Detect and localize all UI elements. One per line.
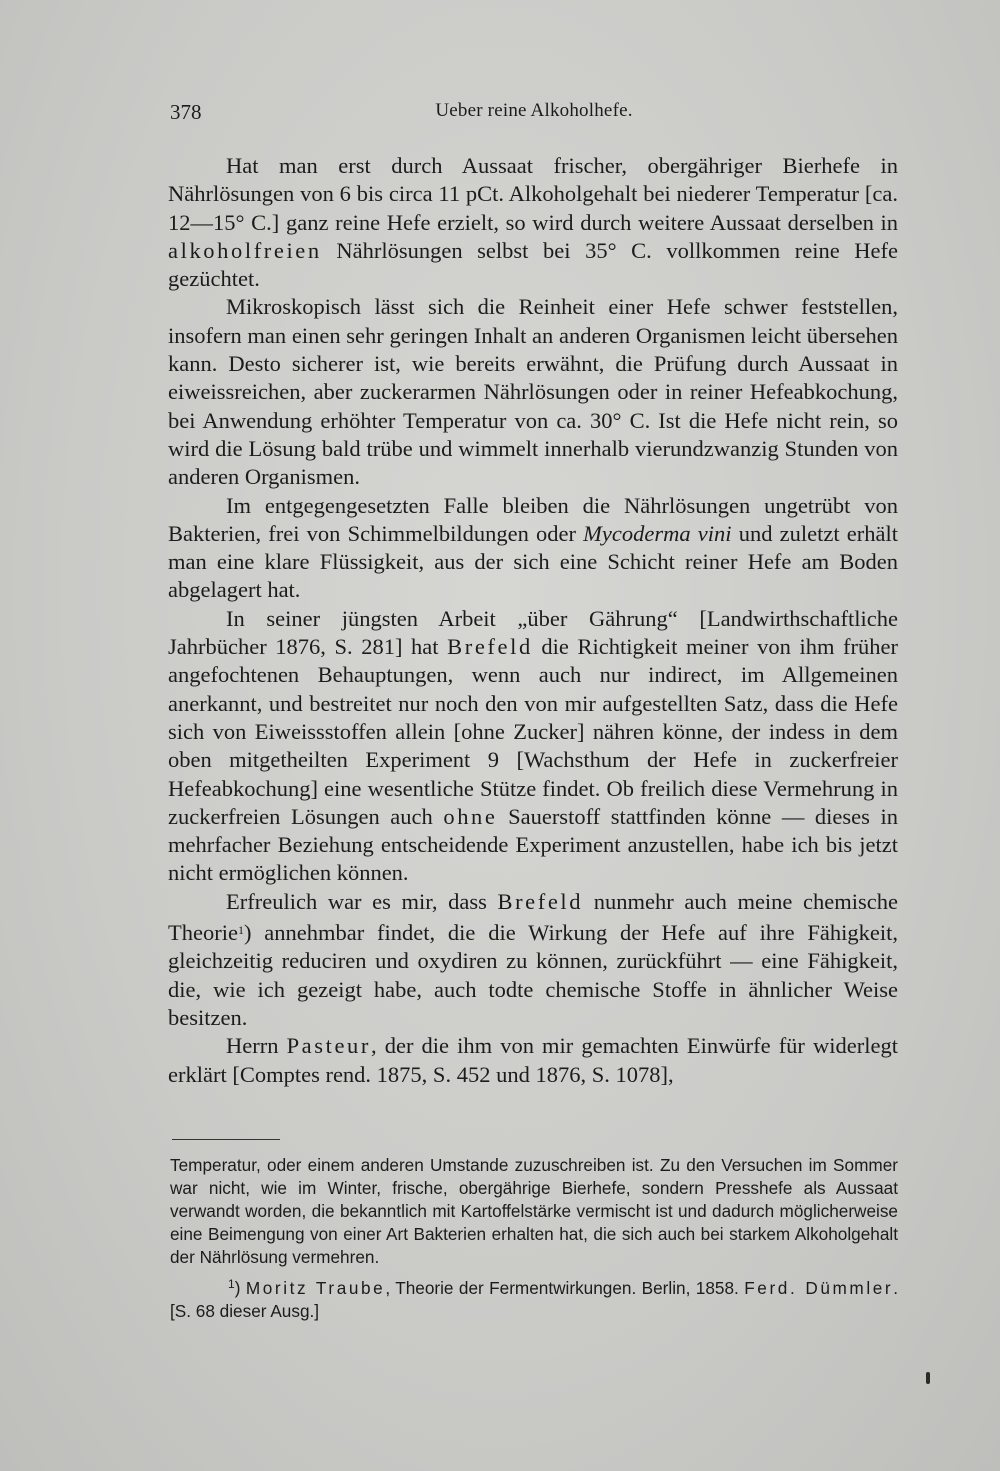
paragraph-1-end: Nährlösungen selbst bei 35° C. vollkommen reine Hefe gezüchtet. xyxy=(168,237,898,292)
footnote-marker: 1 xyxy=(237,923,244,938)
paragraph-5-text: Erfreulich war es mir, dass xyxy=(226,888,498,914)
page-header xyxy=(170,100,898,130)
paragraph-4-text: In seiner jüngsten Arbeit „über Gährung“ [Landwirthschaftliche Jahrbücher 1876, S. 281] hat xyxy=(168,605,898,660)
footnote-publisher: Ferd. Dümmler xyxy=(744,1278,894,1298)
paragraph-5-mid: nunmehr auch meine chemische Theorie xyxy=(168,888,898,946)
paragraph-4-mid: die Richtigkeit meiner von ihm früher angefochtenen Behauptungen, wenn auch nur indirect, im Allgemeinen anerkannt, und bestreitet nur noch den von mir aufgestellten Satz, dass die Hefe sich von Eiweissstoffen allein [ohne Zucker] nähren könne, der indess in dem oben mitgetheilten Experiment 9 [Wachsthum der Hefe in zuckerfreier Hefeabkochung] eine wesentliche Stütze findet. Ob freilich diese Vermehrung in zuckerfreien Lösungen auch xyxy=(168,634,898,829)
paragraph-5-end: ) annehmbar findet, die die Wirkung der Hefe auf ihre Fähigkeit, gleichzeitig reduciren und oxydiren zu können, zurückführt — eine Fähigkeit, die, wie ich gezeigt habe, auch todte chemische Stoffe in ähnlicher Weise besitzen. xyxy=(168,920,898,1030)
paragraph-5 xyxy=(168,888,898,1032)
paragraph-2: Mikroskopisch lässt sich die Reinheit einer Hefe schwer feststellen, insofern man einen sehr geringen Inhalt an anderen Organismen leicht übersehen kann. Desto sicherer ist, wie bereits erwähnt, die Prüfung durch Aussaat in eiweissreichen, aber zuckerarmen Nährlösungen oder in reiner Hefeabkochung, bei Anwendung erhöhter Temperatur von ca. 30° C. Ist die Hefe nicht rein, so wird die Lösung bald trübe und wimmelt innerhalb vierundzwanzig Stunden von anderen Organismen. xyxy=(168,294,898,490)
paragraph-3 xyxy=(168,492,898,605)
footnote-title: , Theorie der Fermentwirkungen. Berlin, 1858. xyxy=(385,1278,745,1298)
footnotes xyxy=(170,1154,898,1323)
emphasis-alkoholfreien: alkoholfreien xyxy=(168,237,322,263)
footnote-divider xyxy=(172,1139,280,1140)
paragraph-3-end: und zuletzt erhält man eine klare Flüssigkeit, aus der sich eine Schicht reiner Hefe am Boden abgelagert hat. xyxy=(168,520,898,603)
scan-speck xyxy=(926,1372,930,1384)
paragraph-4-end: Sauerstoff stattfinden könne — dieses in mehrfacher Beziehung entscheidende Experiment anzustellen, habe ich bis jetzt nicht ermöglichen können. xyxy=(168,803,898,886)
paragraph-1 xyxy=(168,152,898,293)
paragraph-6-end: , der die ihm von mir gemachten Einwürfe für widerlegt erklärt [Comptes rend. 1875, S. 452 und 1876, S. 1078], xyxy=(168,1033,898,1087)
paragraph-3-text: Im entgegengesetzten Falle bleiben die Nährlösungen ungetrübt von Bakterien, frei von Schimmelbildungen oder xyxy=(168,492,898,546)
author-name-pasteur: Pasteur xyxy=(286,1033,371,1059)
paragraph-1-text: Hat man erst durch Aussaat frischer, obergähriger Bierhefe in Nährlösungen von 6 bis circa 11 pCt. Alkoholgehalt bei niederer Temperatur [ca. 12—15° C.] ganz reine Hefe erzielt, so wird durch weitere Aussaat derselben in xyxy=(168,153,898,235)
emphasis-ohne: ohne xyxy=(443,803,498,829)
footnote-1-marker: 1 xyxy=(228,1277,235,1291)
footnote-author: Moritz Traube xyxy=(245,1278,386,1298)
main-text xyxy=(168,152,898,1089)
footnote-continued: Temperatur, oder einem anderen Umstande zuzuschreiben ist. Zu den Versuchen im Sommer war nicht, wie im Winter, frische, obergährige Bierhefe, sondern Presshefe als Aussaat verwandt worden, die bekanntlich mit Kartoffelstärke vermischt ist und dadurch möglicherweise eine Beimengung von einer Art Bakterien erhalten hat, die sich auch bei starkem Alkoholgehalt der Nährlösung vermehren. xyxy=(170,1155,898,1267)
page-number: 378 xyxy=(170,100,202,124)
paragraph-6-text: Herrn xyxy=(226,1033,287,1059)
footnote-end: . [S. 68 dieser Ausg.] xyxy=(170,1278,899,1321)
paragraph-4 xyxy=(168,605,898,888)
footnote-1: $^1$) Moritz Traube, Theorie der Fermentwirkungen. Berlin, 1858. Ferd. Dümmler. [S. 68 dieser Ausg.] xyxy=(170,1277,899,1321)
species-name: Mycoderma vini xyxy=(583,520,732,546)
author-name-brefeld: Brefeld xyxy=(447,634,533,660)
author-name-brefeld-2: Brefeld xyxy=(497,888,584,914)
running-head: Ueber reine Alkoholhefe. xyxy=(435,100,633,121)
paragraph-6 xyxy=(168,1032,898,1089)
